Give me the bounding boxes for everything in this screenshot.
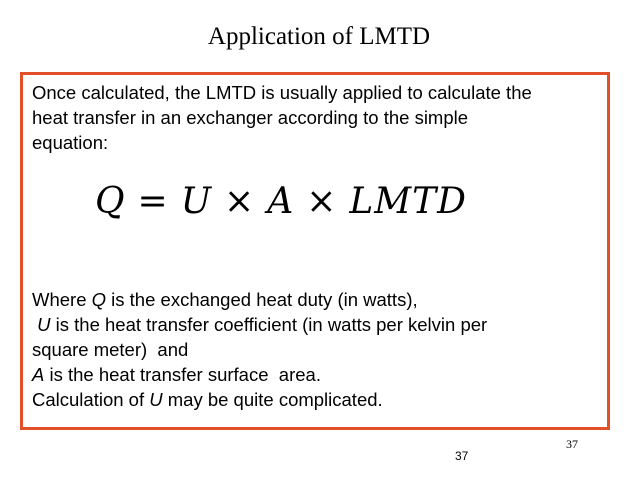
definition-variable: U: [149, 389, 163, 410]
page-number: 37: [455, 449, 469, 463]
definition-line: [32, 387, 487, 412]
lmtd-equation: [95, 180, 467, 224]
equation-times: ×: [306, 181, 338, 222]
definition-prefix: Calculation of: [32, 389, 150, 410]
definition-variable: Q: [91, 289, 107, 310]
equation-q: Q: [95, 181, 126, 222]
definition-variable: A: [32, 364, 45, 385]
definition-line: [32, 337, 487, 362]
definition-prefix: Where: [32, 289, 92, 310]
definition-text: may be quite complicated.: [162, 389, 383, 410]
intro-line: equation:: [32, 132, 109, 153]
definition-text: square meter) and: [32, 339, 189, 360]
intro-line: heat transfer in an exchanger according to the simple: [32, 107, 469, 128]
equation-lmtd: LMTD: [349, 181, 468, 222]
definition-text: is the exchanged heat duty (in watts),: [106, 289, 418, 310]
definition-variable: U: [37, 314, 51, 335]
definition-line: [32, 287, 487, 312]
intro-paragraph: [32, 80, 532, 155]
definition-text: is the heat transfer coefficient (in watts per kelvin per: [50, 314, 488, 335]
equation-equals: =: [137, 181, 169, 222]
intro-line: Once calculated, the LMTD is usually applied to calculate the: [32, 82, 532, 103]
definitions-list: [32, 287, 487, 412]
definition-text: is the heat transfer surface area.: [44, 364, 321, 385]
definition-line: [32, 362, 487, 387]
equation-u: U: [180, 181, 213, 222]
content-box: [20, 72, 610, 430]
equation-times: ×: [224, 181, 256, 222]
slide-title: Application of LMTD: [207, 23, 431, 50]
definition-line: [32, 312, 487, 337]
equation-a: A: [267, 181, 295, 222]
page-number-corner: 37: [566, 437, 578, 451]
